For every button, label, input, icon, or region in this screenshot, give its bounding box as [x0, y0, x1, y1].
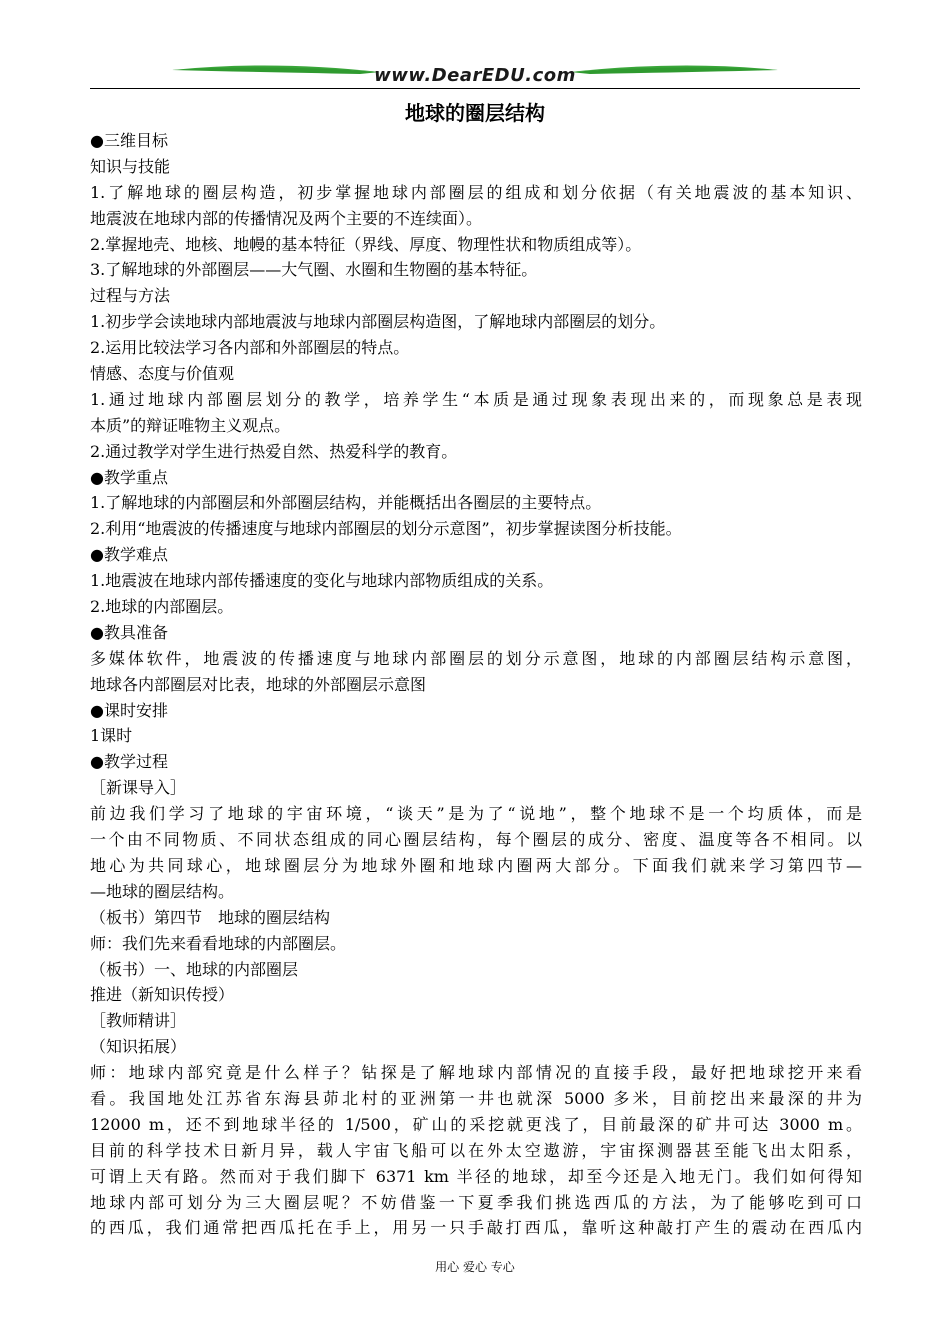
text-line: 情感、态度与价值观: [90, 364, 235, 384]
text-line: ●教学难点: [90, 545, 168, 565]
text-line: 1课时: [90, 726, 133, 746]
text-line: 2.运用比较法学习各内部和外部圈层的特点。: [90, 338, 410, 358]
text-line: 知识与技能: [90, 156, 171, 176]
text-line: 本质”的辩证唯物主义观点。: [90, 415, 291, 435]
document-body: [90, 128, 862, 1241]
text-line: 1.了解地球的内部圈层和外部圈层结构，并能概括出各圈层的主要特点。: [90, 493, 602, 513]
text-line: ●课时安排: [90, 700, 168, 720]
text-line: 可谓上天有路。然而对于我们脚下 6371 km 半径的地球，却至今还是入地无门。我们如何得知: [90, 1166, 862, 1186]
text-line: 地震波在地球内部的传播情况及两个主要的不连续面）。: [90, 208, 483, 228]
text-line: ●教学重点: [90, 467, 168, 487]
text-line: （知识拓展）: [90, 1037, 187, 1057]
text-line: 看。我国地处江苏省东海县茆北村的亚洲第一井也就深 5000 多米，目前挖出来最深的井为: [90, 1088, 862, 1108]
text-line: 1.了解地球的圈层构造，初步掌握地球内部圈层的组成和划分依据（有关地震波的基本知识、: [90, 182, 862, 202]
text-line: 过程与方法: [90, 286, 171, 306]
text-line: 3.了解地球的外部圈层——大气圈、水圈和生物圈的基本特征。: [90, 260, 538, 280]
text-line: ［教师精讲］: [90, 1011, 187, 1031]
site-logo-text: www.DearEDU.com: [374, 65, 576, 86]
text-line: 1.通过地球内部圈层划分的教学，培养学生“本质是通过现象表现出来的，而现象总是表现: [90, 389, 862, 409]
text-line: 地球各内部圈层对比表，地球的外部圈层示意图: [90, 674, 427, 694]
header-divider: [90, 88, 860, 89]
text-line: 师：我们先来看看地球的内部圈层。: [90, 933, 347, 953]
text-line: ●教具准备: [90, 622, 168, 642]
text-line: 地心为共同球心，地球圈层分为地球外圈和地球内圈两大部分。下面我们就来学习第四节—: [90, 855, 862, 875]
text-line: 1.初步学会读地球内部地震波与地球内部圈层构造图，了解地球内部圈层的划分。: [90, 312, 666, 332]
text-line: 的西瓜，我们通常把西瓜托在手上，用另一只手敲打西瓜，靠听这种敲打产生的震动在西瓜内: [90, 1218, 862, 1238]
text-line: 目前的科学技术日新月异，载人宇宙飞船可以在外太空遨游，宇宙探测器甚至能飞出太阳系，: [90, 1140, 862, 1160]
text-line: ●三维目标: [90, 131, 168, 150]
text-line: 地球内部可划分为三大圈层呢？不妨借鉴一下夏季我们挑选西瓜的方法，为了能够吃到可口: [90, 1192, 862, 1212]
page-footer: 用心 爱心 专心: [435, 1260, 515, 1274]
text-line: 1.地震波在地球内部传播速度的变化与地球内部物质组成的关系。: [90, 571, 554, 591]
page-title: 地球的圈层结构: [405, 101, 545, 125]
text-line: 一个由不同物质、不同状态组成的同心圈层结构，每个圈层的成分、密度、温度等各不相同。以: [90, 830, 862, 850]
text-line: （板书）一、地球的内部圈层: [90, 959, 299, 979]
text-line: 推进（新知识传授）: [90, 985, 235, 1005]
text-line: 2.地球的内部圈层。: [90, 597, 234, 617]
text-line: （板书）第四节 地球的圈层结构: [90, 907, 331, 927]
text-line: 2.通过教学对学生进行热爱自然、热爱科学的教育。: [90, 441, 458, 461]
text-line: 2.利用“地震波的传播速度与地球内部圈层的划分示意图”，初步掌握读图分析技能。: [90, 519, 682, 539]
text-line: ●教学过程: [90, 752, 168, 772]
text-line: 2.掌握地壳、地核、地幔的基本特征（界线、厚度、物理性状和物质组成等）。: [90, 234, 642, 254]
text-line: 12000 m，还不到地球半径的 1/500，矿山的采挖就更浅了，目前最深的矿井可达 3000 m。: [90, 1114, 862, 1134]
text-line: 前边我们学习了地球的宇宙环境，“谈天”是为了“说地”，整个地球不是一个均质体，而是: [90, 804, 862, 824]
text-line: 师：地球内部究竟是什么样子？钻探是了解地球内部情况的直接手段，最好把地球挖开来看: [90, 1063, 862, 1083]
text-line: ［新课导入］: [90, 778, 187, 798]
text-line: —地球的圈层结构。: [90, 881, 235, 901]
text-line: 多媒体软件，地震波的传播速度与地球内部圈层的划分示意图，地球的内部圈层结构示意图，: [90, 648, 862, 668]
site-header-banner: [90, 58, 860, 92]
